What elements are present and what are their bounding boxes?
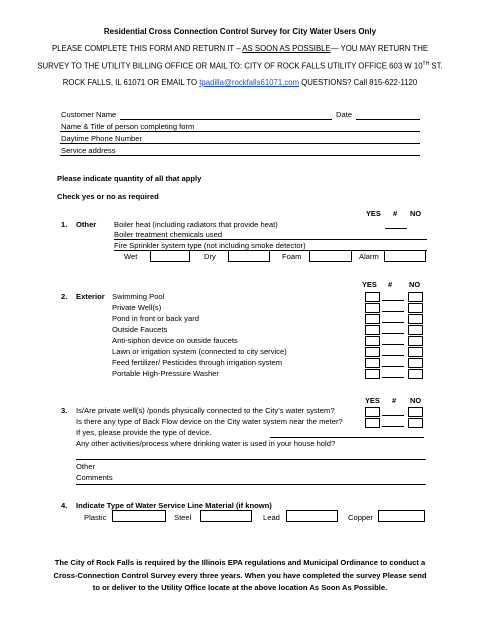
num-header: # — [392, 396, 397, 405]
contact-text: QUESTIONS? Call 815-622-1120 — [299, 78, 418, 87]
option-wet: Wet — [124, 252, 138, 261]
section2-item: Anti-siphon device on outside faucets — [112, 336, 238, 345]
yes-checkbox[interactable] — [365, 347, 380, 357]
section3-item: Any other activities/process where drinking water is used in your house hold? — [76, 439, 336, 448]
section1-item: Fire Sprinkler system type (not including smoke detector) — [114, 241, 306, 250]
yes-checkbox[interactable] — [365, 314, 380, 324]
qty-field[interactable] — [382, 333, 404, 334]
section3-item: Is there any type of Back Flow device on the City water system near the meter? — [76, 417, 343, 426]
yes-header: YES — [365, 396, 380, 405]
no-checkbox[interactable] — [408, 314, 423, 324]
no-checkbox[interactable] — [408, 303, 423, 313]
address-text: ST. — [429, 61, 443, 71]
section2-item: Outside Faucets — [112, 325, 168, 334]
yes-checkbox[interactable] — [365, 325, 380, 335]
comments-field[interactable] — [76, 484, 426, 485]
qty-field[interactable] — [382, 355, 404, 356]
num-header: # — [393, 209, 398, 218]
form-title: Residential Cross Connection Control Survey for City Water Users Only — [103, 27, 377, 36]
section2-item: Pond in front or back yard — [112, 314, 199, 323]
wet-checkbox[interactable] — [150, 250, 190, 262]
plastic-checkbox[interactable] — [112, 510, 166, 522]
yes-header: YES — [366, 209, 381, 218]
yes-checkbox[interactable] — [365, 358, 380, 368]
section1-number: 1. — [61, 220, 68, 229]
yes-checkbox[interactable] — [365, 336, 380, 346]
address-field[interactable] — [60, 155, 420, 156]
section3-item: Is/Are private well(s) /ponds physically connected to the City’s water system? — [76, 406, 335, 415]
footer-line: Cross-Connection Control Survey every three years. When you have completed the survey Please send — [53, 570, 427, 580]
section2-item: Portable High-Pressure Washer — [112, 369, 219, 378]
qty-field[interactable] — [382, 377, 404, 378]
instructions-text: — YOU MAY RETURN THE — [330, 44, 429, 53]
lead-checkbox[interactable] — [286, 510, 338, 522]
footer-notice — [40, 557, 440, 595]
yes-checkbox[interactable] — [365, 292, 380, 302]
row-line — [114, 239, 427, 240]
no-checkbox[interactable] — [408, 358, 423, 368]
qty-field[interactable] — [385, 228, 407, 229]
activities-field[interactable] — [76, 459, 426, 460]
section1-heading: Other — [76, 220, 97, 229]
person-label: Name & Title of person completing form — [61, 122, 195, 131]
date-label: Date — [336, 110, 353, 119]
num-header: # — [388, 280, 393, 289]
asap-text: AS SOON AS POSSIBLE — [242, 44, 331, 53]
copper-checkbox[interactable] — [378, 510, 425, 522]
steel-checkbox[interactable] — [200, 510, 252, 522]
option-foam: Foam — [282, 252, 302, 261]
no-checkbox[interactable] — [408, 325, 423, 335]
customer-name-label: Customer Name — [61, 110, 117, 119]
yes-checkbox[interactable] — [365, 303, 380, 313]
no-header: NO — [410, 396, 422, 405]
no-checkbox[interactable] — [408, 347, 423, 357]
customer-name-field[interactable] — [120, 119, 332, 120]
qty-field[interactable] — [382, 366, 404, 367]
instructions-line-1 — [0, 44, 480, 53]
no-header: NO — [409, 280, 421, 289]
alarm-checkbox[interactable] — [384, 250, 426, 262]
email-link[interactable]: tpadilla@rockfalls61071.com — [199, 78, 300, 87]
section3-item: If yes, please provide the type of device. — [76, 428, 212, 437]
section2-item: Private Well(s) — [112, 303, 162, 312]
superscript: TH — [422, 61, 430, 67]
date-field[interactable] — [356, 119, 420, 120]
option-dry: Dry — [204, 252, 216, 261]
footer-line: The City of Rock Falls is required by the Illinois EPA regulations and Municipal Ordinance to conduct a — [54, 558, 426, 567]
section2-heading: Exterior — [76, 292, 105, 301]
section1-item: Boiler heat (including radiators that provide heat) — [114, 220, 278, 229]
no-checkbox[interactable] — [408, 418, 423, 428]
no-checkbox[interactable] — [408, 407, 423, 417]
section2-item: Feed fertilizer/ Pesticides through irrigation system — [112, 358, 283, 367]
yes-checkbox[interactable] — [365, 418, 380, 428]
section4-number: 4. — [61, 501, 68, 510]
other-label: Other — [76, 462, 95, 471]
instructions-line-2 — [0, 61, 480, 71]
section2-item: Lawn or irrigation system (connected to city service) — [112, 347, 287, 356]
no-checkbox[interactable] — [408, 336, 423, 346]
foam-checkbox[interactable] — [309, 250, 352, 262]
qty-field[interactable] — [382, 344, 404, 345]
section1-item: Boiler treatment chemicals used — [114, 230, 223, 239]
qty-field[interactable] — [382, 300, 404, 301]
no-checkbox[interactable] — [408, 369, 423, 379]
phone-label: Daytime Phone Number — [61, 134, 143, 143]
option-lead: Lead — [263, 513, 280, 522]
yes-checkbox[interactable] — [365, 407, 380, 417]
device-type-field[interactable] — [270, 437, 424, 438]
address-label: Service address — [61, 146, 116, 155]
footer-line: to or deliver to the Utility Office locate at the above location As Soon As Possible. — [92, 583, 388, 592]
option-alarm: Alarm — [359, 252, 379, 261]
yes-header: YES — [362, 280, 377, 289]
option-steel: Steel — [174, 513, 192, 522]
option-plastic: Plastic — [84, 513, 107, 522]
contact-text: ROCK FALLS, IL 61071 OR EMAIL TO — [62, 78, 200, 87]
section2-number: 2. — [61, 292, 68, 301]
qty-field[interactable] — [382, 322, 404, 323]
no-header: NO — [410, 209, 422, 218]
qty-field[interactable] — [382, 415, 404, 416]
dry-checkbox[interactable] — [228, 250, 270, 262]
yes-checkbox[interactable] — [365, 369, 380, 379]
address-text: SURVEY TO THE UTILITY BILLING OFFICE OR MAIL TO: CITY OF ROCK FALLS UTILITY OFFICE 603 W 10 — [37, 61, 423, 71]
option-copper: Copper — [348, 513, 373, 522]
section3-number: 3. — [61, 406, 68, 415]
person-field[interactable] — [60, 131, 420, 132]
section4-heading: Indicate Type of Water Service Line Material (if known) — [76, 501, 272, 510]
qty-field[interactable] — [382, 426, 404, 427]
check-instruction: Check yes or no as required — [57, 192, 159, 201]
quantity-instruction: Please indicate quantity of all that apply — [57, 174, 202, 183]
no-checkbox[interactable] — [408, 292, 423, 302]
instructions-text: PLEASE COMPLETE THIS FORM AND RETURN IT – — [51, 44, 243, 53]
section2-item: Swimming Pool — [112, 292, 165, 301]
comments-label: Comments — [76, 473, 113, 482]
phone-field[interactable] — [60, 143, 420, 144]
instructions-line-3 — [0, 78, 480, 87]
qty-field[interactable] — [382, 311, 404, 312]
